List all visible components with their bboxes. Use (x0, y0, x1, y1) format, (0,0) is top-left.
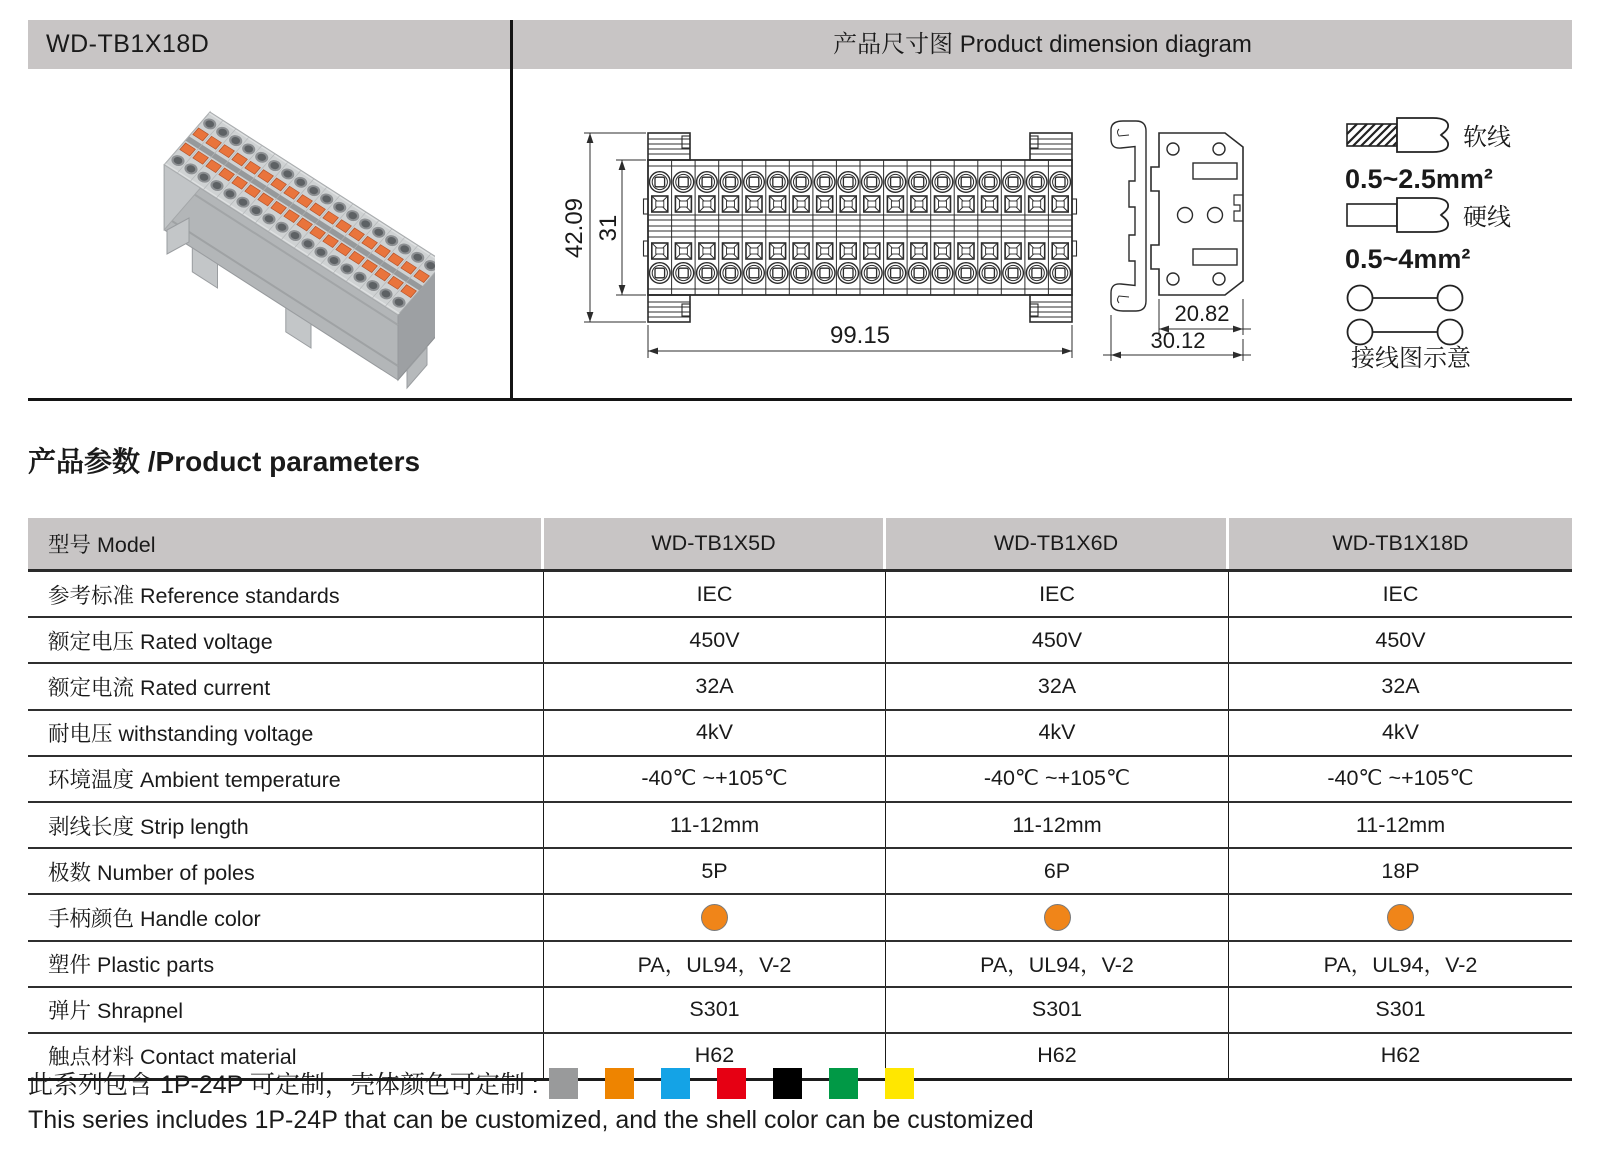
value-cell: 32A (544, 664, 886, 708)
flexible-wire-label: 软线 (1463, 124, 1511, 151)
parameters-table (28, 518, 1572, 1081)
flexible-wire-symbol (1347, 118, 1448, 152)
dim-width: 99.15 (829, 322, 891, 349)
table-row (28, 755, 1572, 801)
column-header: WD-TB1X6D (886, 518, 1229, 569)
value-cell: 11-12mm (544, 803, 886, 847)
dimension-section (28, 20, 1572, 401)
wiring-schematic-symbol (1348, 286, 1463, 345)
vertical-divider (510, 20, 513, 398)
row-label-cell: 耐电压 withstanding voltage (28, 711, 544, 755)
product-photo-illustration (55, 72, 435, 392)
value-cell: 11-12mm (1355, 812, 1446, 837)
shell-color-swatch (605, 1068, 634, 1099)
side-view-drawing (1085, 95, 1270, 370)
row-label-cell: 额定电流 Rated current (28, 664, 544, 708)
value-cell: 5P (544, 849, 886, 893)
column-header: WD-TB1X18D (1229, 518, 1572, 569)
shell-color-swatches (549, 1068, 914, 1099)
table-row (28, 709, 1572, 755)
value-cell: PA，UL94，V-2 (544, 942, 886, 986)
flexible-wire-range: 0.5~2.5mm² (1345, 164, 1493, 194)
front-view-drawing (560, 100, 1090, 382)
value-cell: S301 (544, 988, 886, 1032)
value-cell: -40℃ ~+105℃ (1327, 766, 1474, 791)
row-label-cell: 塑件 Plastic parts (28, 942, 544, 986)
value-cell: PA，UL94，V-2 (1323, 953, 1478, 978)
dim-height-outer: 42.09 (561, 197, 588, 259)
value-cell: 18P (1381, 858, 1420, 883)
shell-color-swatch (885, 1068, 914, 1099)
table-row (28, 616, 1572, 662)
parameters-heading: 产品参数 /Product parameters (28, 446, 421, 477)
value-cell: 4kV (544, 711, 886, 755)
model-header (28, 20, 510, 69)
rigid-wire-symbol (1347, 198, 1448, 232)
handle-color-swatch (1044, 904, 1071, 931)
value-cell (1229, 895, 1572, 939)
value-cell: 32A (886, 664, 1229, 708)
column-header: WD-TB1X5D (544, 518, 886, 569)
value-cell: 450V (886, 618, 1229, 662)
value-cell: 11-12mm (886, 803, 1229, 847)
row-label-cell: 弹片 Shrapnel (28, 988, 544, 1032)
value-cell: H62 (1380, 1043, 1421, 1068)
table-row (28, 569, 1572, 616)
value-cell: IEC (1382, 581, 1419, 606)
value-cell: 450V (1375, 627, 1426, 652)
table-row-handle-color (28, 893, 1572, 939)
table-row (28, 662, 1572, 708)
value-cell: PA，UL94，V-2 (886, 942, 1229, 986)
value-cell: H62 (544, 1034, 886, 1078)
row-label-cell: 极数 Number of poles (28, 849, 544, 893)
value-cell: IEC (886, 572, 1229, 616)
value-cell: 6P (886, 849, 1229, 893)
table-row (28, 801, 1572, 847)
table-row (28, 940, 1572, 986)
row-label-cell: 手柄颜色 Handle color (28, 895, 544, 939)
shell-color-swatch (773, 1068, 802, 1099)
shell-color-swatch (549, 1068, 578, 1099)
handle-color-swatch (701, 904, 728, 931)
row-label-cell: 触点材料 Contact material (28, 1034, 544, 1078)
dim-height-inner: 31 (595, 214, 622, 242)
table-header-row (28, 518, 1572, 569)
row-label-cell: 环境温度 Ambient temperature (28, 757, 544, 801)
rigid-wire-range: 0.5~4mm² (1345, 244, 1471, 274)
customization-note-zh-text: 此系列包含 1P-24P 可定制，壳体颜色可定制 : (28, 1071, 539, 1099)
model-title: WD-TB1X18D (46, 30, 210, 58)
diagram-title: 产品尺寸图 Product dimension diagram (833, 31, 1252, 58)
customization-note-zh (28, 1066, 914, 1100)
value-cell: 4kV (886, 711, 1229, 755)
row-label-cell: 参考标准 Reference standards (28, 572, 544, 616)
column-header: 型号 Model (28, 518, 544, 569)
shell-color-swatch (661, 1068, 690, 1099)
value-cell: H62 (886, 1034, 1229, 1078)
value-cell: S301 (1375, 997, 1426, 1022)
table-row (28, 986, 1572, 1032)
shell-color-swatch (829, 1068, 858, 1099)
value-cell: -40℃ ~+105℃ (544, 757, 886, 801)
value-cell (544, 895, 886, 939)
wire-legend (1335, 108, 1555, 370)
value-cell: 4kV (1381, 720, 1420, 745)
value-cell: S301 (886, 988, 1229, 1032)
wiring-schematic-caption: 接线图示意 (1351, 345, 1471, 370)
value-cell: IEC (544, 572, 886, 616)
diagram-header (513, 20, 1572, 69)
value-cell: 450V (544, 618, 886, 662)
table-row (28, 847, 1572, 893)
dim-side-outer: 30.12 (1150, 328, 1206, 353)
dim-side-inner: 20.82 (1174, 301, 1230, 326)
row-label-cell: 剥线长度 Strip length (28, 803, 544, 847)
rigid-wire-label: 硬线 (1463, 204, 1511, 231)
value-cell: -40℃ ~+105℃ (886, 757, 1229, 801)
value-cell: 32A (1381, 673, 1420, 698)
shell-color-swatch (717, 1068, 746, 1099)
handle-color-swatch (1387, 904, 1414, 931)
customization-note-en: This series includes 1P-24P that can be customized, and the shell color can be customized (28, 1106, 1034, 1134)
value-cell (886, 895, 1229, 939)
row-label-cell: 额定电压 Rated voltage (28, 618, 544, 662)
